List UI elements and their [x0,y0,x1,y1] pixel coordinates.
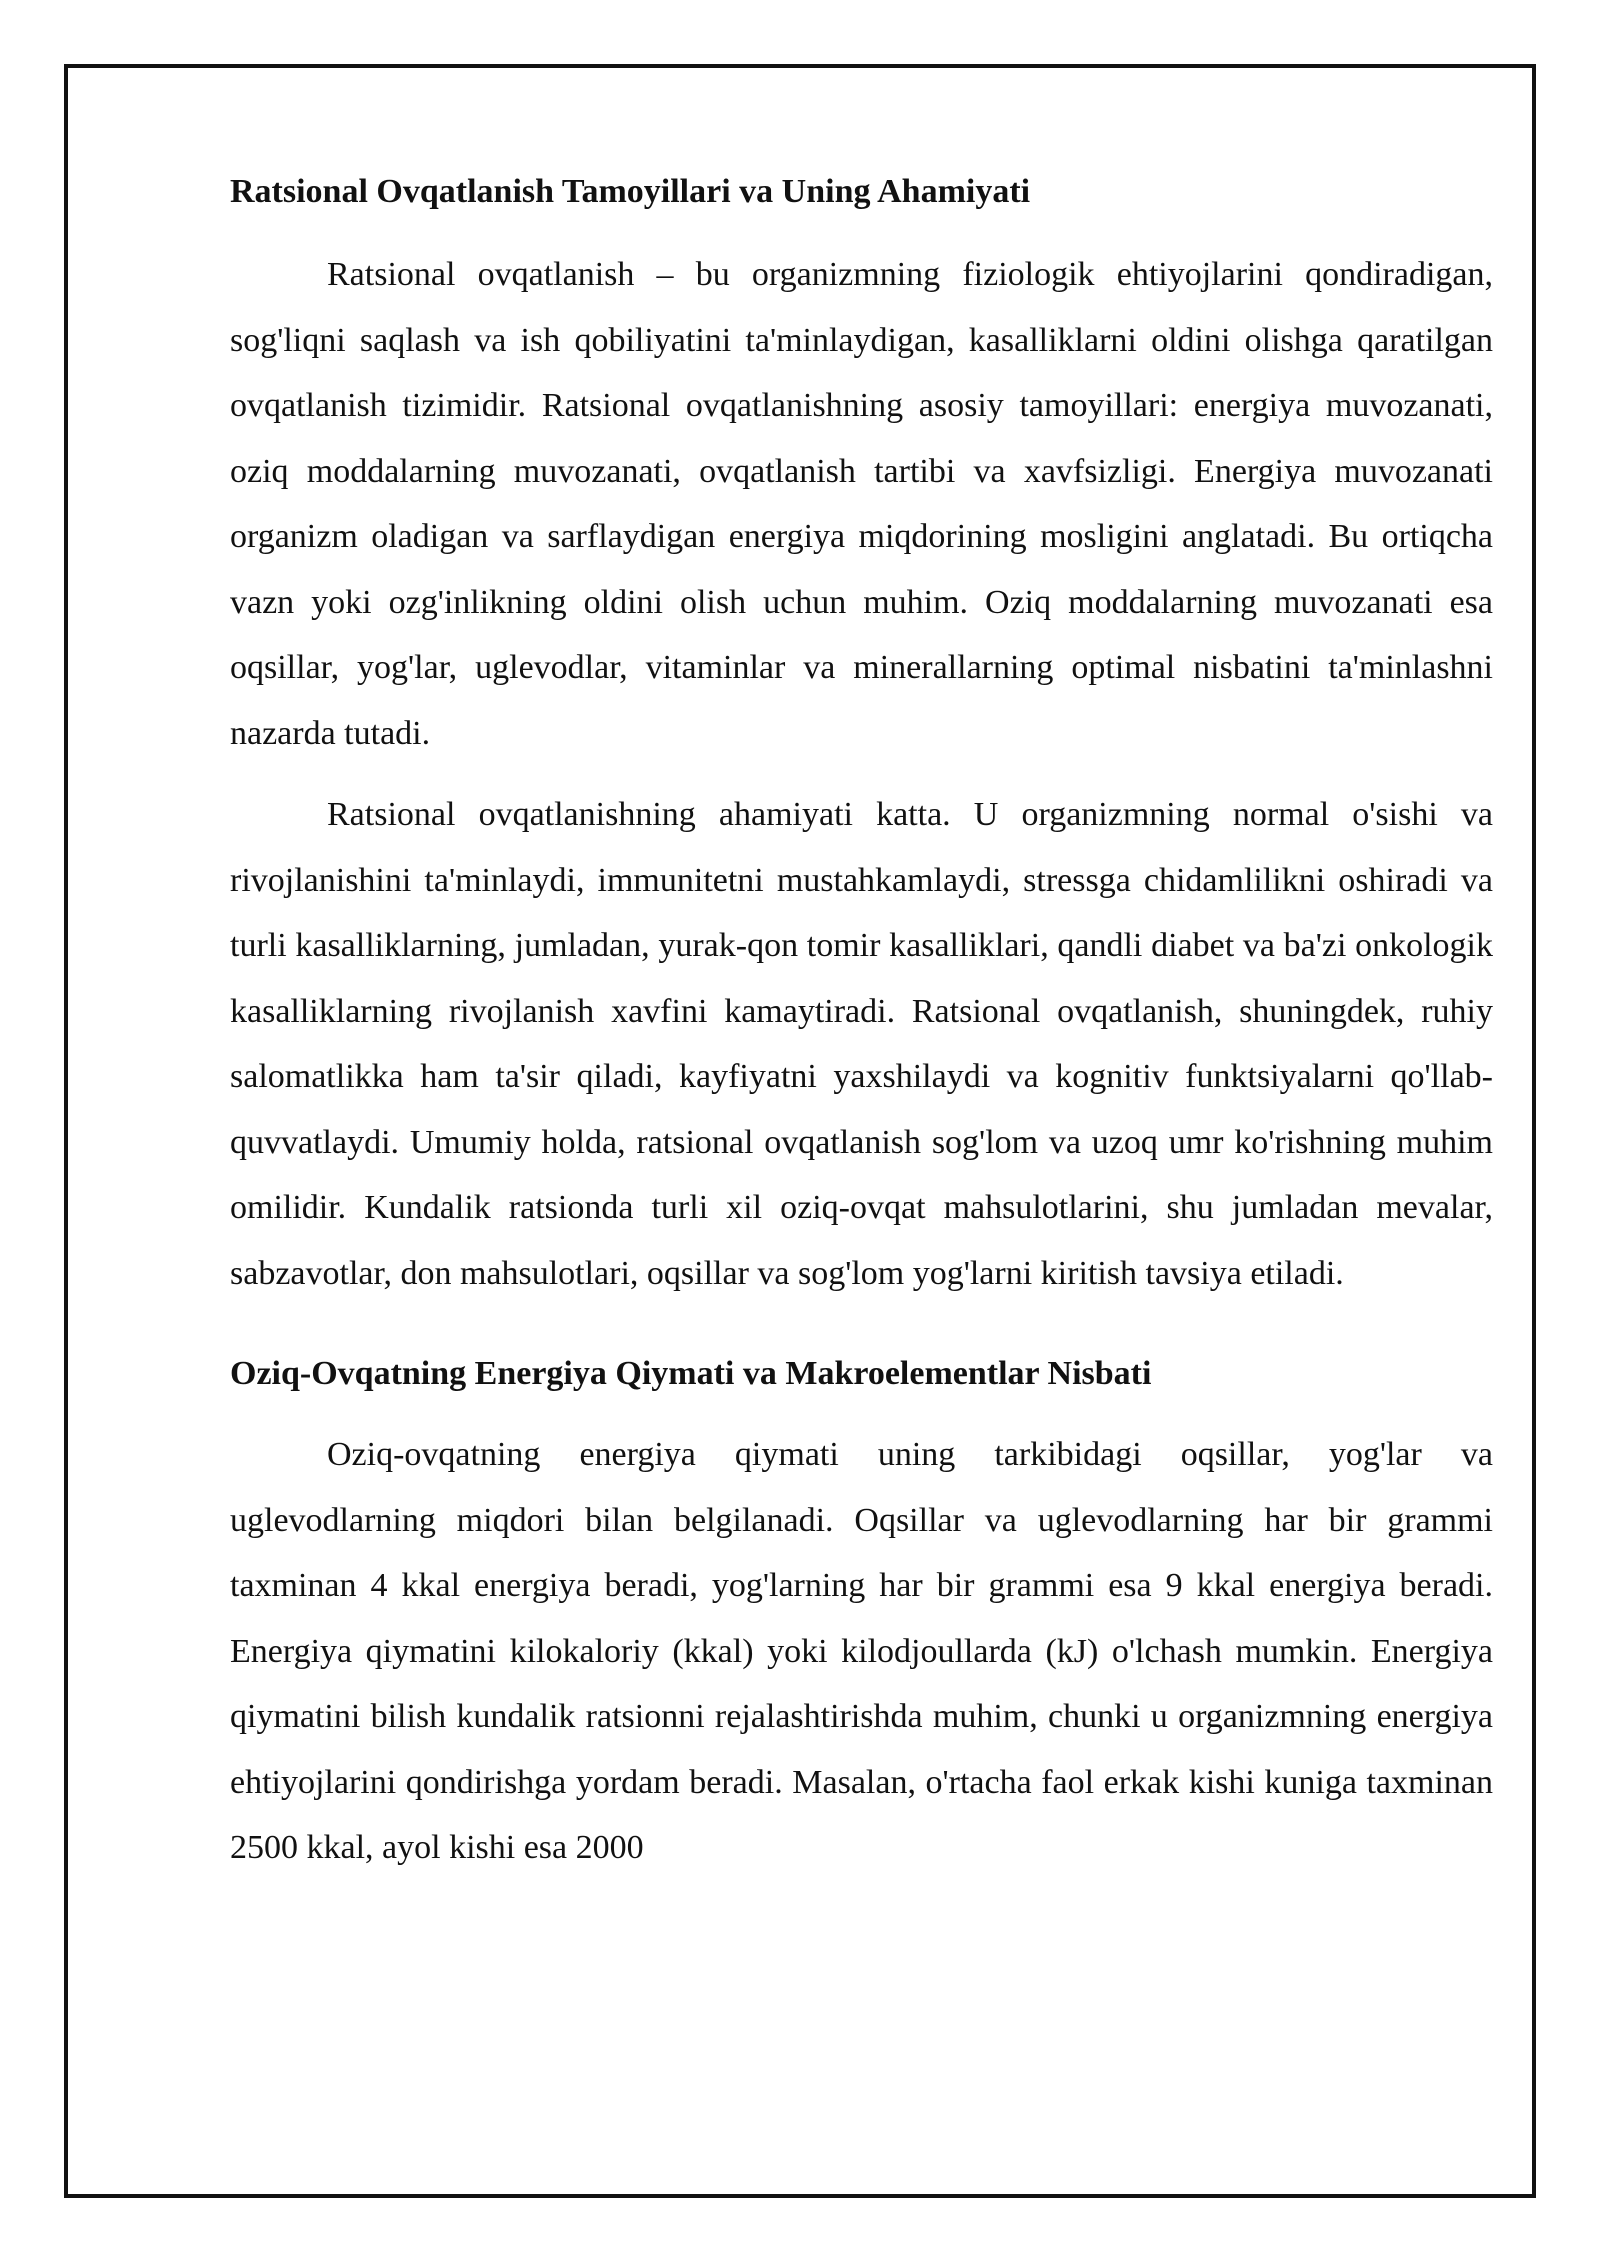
paragraph-energy-value: Oziq-ovqatning energiya qiymati uning tarkibidagi oqsillar, yog'lar va uglevodlarning miqdori bilan belgilanadi. Oqsillar va uglevodlarning har bir grammi taxminan 4 kkal energiya beradi, yog'larning har bir grammi esa 9 kkal energiya beradi. Energiya qiymatini kilokaloriy (kkal) yoki kilodjoullarda (kJ) o'lchash mumkin. Energiya qiymatini bilish kundalik ratsionni rejalashtirishda muhim, chunki u organizmning energiya ehtiyojlarini qondirishga yordam beradi. Masalan, o'rtacha faol erkak kishi kuniga taxminan 2500 kkal, ayol kishi esa 2000 [230,1436,1493,1867]
paragraph-rational-nutrition-importance: Ratsional ovqatlanishning ahamiyati katta. U organizmning normal o'sishi va rivojlanishini ta'minlaydi, immunitetni mustahkamlaydi, stressga chidamlilikni oshiradi va turli kasalliklarning, jumladan, yurak-qon tomir kasalliklari, qandli diabet va ba'zi onkologik kasalliklarning rivojlanish xavfini kamaytiradi. Ratsional ovqatlanish, shuningdek, ruhiy salomatlikka ham ta'sir qiladi, kayfiyatni yaxshilaydi va kognitiv funktsiyalarni qo'llab-quvvatlaydi. Umumiy holda, ratsional ovqatlanish sog'lom va uzoq umr ko'rishning muhim omilidir. Kundalik ratsionda turli xil oziq-ovqat mahsulotlarini, shu jumladan mevalar, sabzavotlar, don mahsulotlari, oqsillar va sog'lom yog'larni kiritish tavsiya etiladi. [230,796,1493,1292]
section-heading-energy-value: Oziq-Ovqatning Energiya Qiymati va Makroelementlar Nisbati [230,1355,1152,1393]
document-body [230,170,1493,1897]
section-heading-rational-nutrition: Ratsional Ovqatlanish Tamoyillari va Uning Ahamiyati [230,173,1031,210]
paragraph-rational-nutrition-definition: Ratsional ovqatlanish – bu organizmning fiziologik ehtiyojlarini qondiradigan, sog'liqni saqlash va ish qobiliyatini ta'minlaydigan, kasalliklarni oldini olishga qaratilgan ovqatlanish tizimidir. Ratsional ovqatlanishning asosiy tamoyillari: energiya muvozanati, oziq moddalarning muvozanati, ovqatlanish tartibi va xavfsizligi. Energiya muvozanati organizm oladigan va sarflaydigan energiya miqdorining mosligini anglatadi. Bu ortiqcha vazn yoki ozg'inlikning oldini olish uchun muhim. Oziq moddalarning muvozanati esa oqsillar, yog'lar, uglevodlar, vitaminlar va minerallarning optimal nisbatini ta'minlashni nazarda tutadi. [230,256,1493,752]
